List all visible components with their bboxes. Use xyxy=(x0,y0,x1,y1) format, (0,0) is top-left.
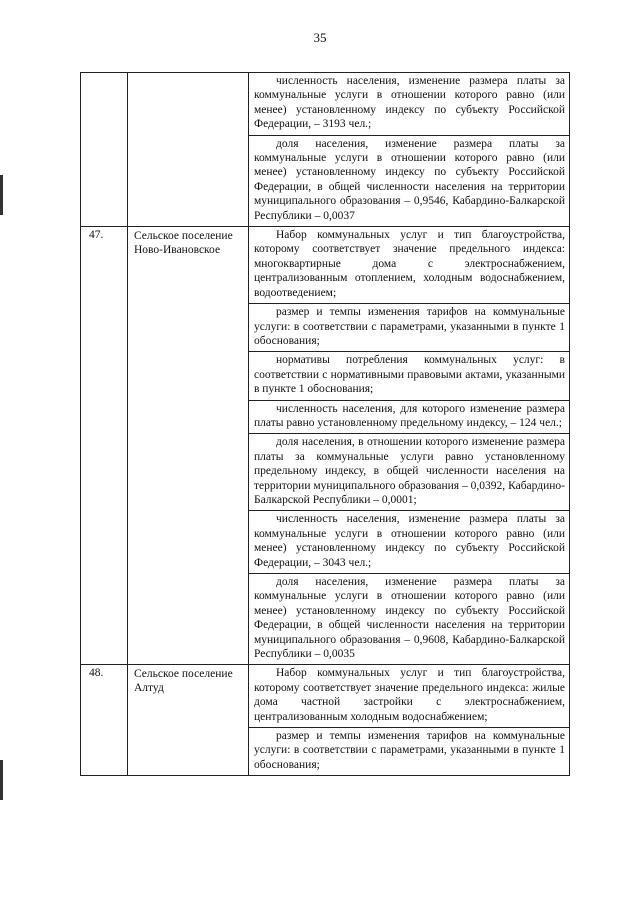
binding-mark-top xyxy=(0,175,3,215)
document-table xyxy=(80,72,570,776)
settlement-name xyxy=(128,73,249,227)
settlement-name: Сельское поселение Алтуд xyxy=(128,665,249,776)
binding-mark-bottom xyxy=(0,760,3,800)
paragraph: численность населения, изменение размера платы за коммунальные услуги в отношении которого равно (или менее) установленному индексу по субъекту Российской Федерации, – 3193 чел.; xyxy=(249,73,569,136)
table-row xyxy=(81,227,570,665)
paragraph: размер и темпы изменения тарифов на коммунальные услуги: в соответствии с параметрами, указанными в пункте 1 обоснования; xyxy=(249,304,569,352)
row-content xyxy=(249,665,570,776)
row-content xyxy=(249,227,570,665)
paragraph: доля населения, изменение размера платы за коммунальные услуги в отношении которого равно (или менее) установленному индексу по субъекту Российской Федерации, в общей численности населения на территории муниципального образования – 0,9608, Кабардино-Балкарской Республики – 0,0035 xyxy=(254,576,565,661)
paragraph: доля населения, в отношении которого изменение размера платы за коммунальные услуги равно установленному предельному индексу, в общей численности населения на территории муниципального образования – 0,0392, Кабардино-Балкарской Республики – 0,0001; xyxy=(249,434,569,511)
table-row xyxy=(81,665,570,776)
row-number: 47. xyxy=(81,227,128,665)
paragraph: численность населения, изменение размера платы за коммунальные услуги в отношении которого равно (или менее) установленному индексу по субъекту Российской Федерации, – 3043 чел.; xyxy=(249,511,569,574)
paragraph: доля населения, изменение размера платы за коммунальные услуги в отношении которого равно (или менее) установленному индексу по субъекту Российской Федерации, в общей численности населения на территории муниципального образования – 0,9546, Кабардино-Балкарской Республики – 0,0037 xyxy=(254,137,565,222)
row-number: 48. xyxy=(81,665,128,776)
paragraph: Набор коммунальных услуг и тип благоустройства, которому соответствует значение предельного индекса: многоквартирные дома с электроснабжением, централизованным отоплением, холодным водоснабжением, водоотведением; xyxy=(249,227,569,304)
paragraph: численность населения, для которого изменение размера платы равно установленному предельному индексу, – 124 чел.; xyxy=(249,401,569,435)
settlement-name: Сельское поселение Ново-Ивановское xyxy=(128,227,249,665)
row-content xyxy=(249,73,570,227)
paragraph: Набор коммунальных услуг и тип благоустройства, которому соответствует значение предельного индекса: жилые дома частной застройки с электроснабжением, централизованным холодным водоснабжением; xyxy=(249,665,569,728)
paragraph: нормативы потребления коммунальных услуг: в соответствии с нормативными правовыми актами, указанными в пункте 1 обоснования; xyxy=(249,352,569,400)
table-row xyxy=(81,73,570,227)
page-number: 35 xyxy=(313,30,327,45)
paragraph: размер и темпы изменения тарифов на коммунальные услуги: в соответствии с параметрами, указанными в пункте 1 обоснования; xyxy=(254,730,565,771)
row-number xyxy=(81,73,128,227)
